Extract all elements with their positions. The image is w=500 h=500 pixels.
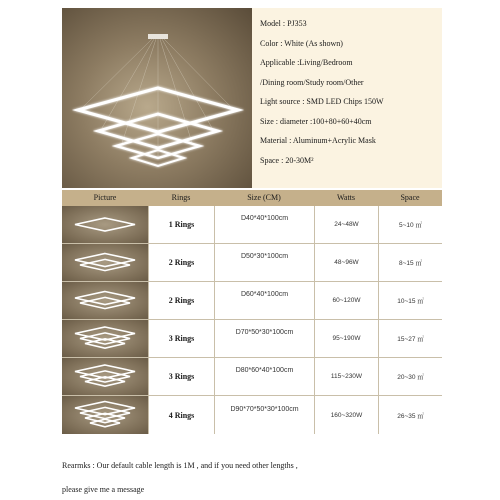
variant-space: 8~15 ㎡ [378,244,442,281]
spec-space: Space : 20-30M² [260,155,314,165]
ring-thumbnail-icon [62,320,148,357]
variant-size-text: D90*70*50*30*100cm [230,405,299,413]
variant-space: 10~15 ㎡ [378,282,442,319]
variant-space: 15~27 ㎡ [378,320,442,357]
suspension-wires [82,39,232,158]
ring-thumbnail-icon [62,397,148,434]
ring-thumbnail-icon [62,244,148,281]
variant-size [214,244,314,281]
ring-shape [80,259,130,270]
product-photo [62,8,252,188]
ring-shape [75,218,135,231]
spec-applicable: Applicable :Living/Bedroom [260,58,353,67]
variant-rings: 2 Rings [148,282,214,319]
variant-size [214,396,314,434]
header-space: Space [400,193,420,202]
variant-size-text: D40*40*100cm [240,215,289,222]
remark-line-1: Rearmks : Our default cable length is 1M , and if you need other lengths , [62,461,298,470]
variant-size [214,358,314,395]
variant-watts: 115~230W [314,358,378,395]
variant-size [214,206,314,243]
variant-space: 20~30 ㎡ [378,358,442,395]
variant-picture [62,244,148,281]
variant-size [214,282,314,319]
variant-rings: 2 Rings [148,244,214,281]
variant-rings: 3 Rings [148,358,214,395]
remark-line-2: please give me a message [62,485,145,494]
table-row [62,396,442,434]
variant-watts: 95~190W [314,320,378,357]
table-row [62,282,442,320]
table-row [62,206,442,244]
table-row [62,320,442,358]
variant-picture [62,320,148,357]
variant-size-text: D80*60*40*100cm [235,367,294,374]
ceiling-canopy [148,34,168,39]
header-watts: Watts [336,193,356,202]
variant-table [62,190,442,434]
table-header [62,190,442,206]
variant-space: 5~10 ㎡ [378,206,442,243]
variant-picture [62,282,148,319]
variant-watts: 48~96W [314,244,378,281]
spec-color: Color : White (As shown) [260,38,343,48]
ring-thumbnail-icon [62,358,148,395]
variant-size-text: D50*30*100cm [240,253,289,260]
variant-picture [62,396,148,434]
variant-watts: 24~48W [314,206,378,243]
variant-watts: 60~120W [314,282,378,319]
header-size: Size (CM) [247,193,281,202]
header-rings: Rings [171,193,191,202]
ring-shape [80,297,130,308]
variant-rings: 1 Rings [148,206,214,243]
variant-picture [62,206,148,243]
header-picture: Picture [93,193,117,202]
variant-size-text: D70*50*30*100cm [235,329,294,336]
variant-rings: 3 Rings [148,320,214,357]
variant-space: 26~35 ㎡ [378,396,442,434]
variant-size [214,320,314,357]
spec-size: Size : diameter :100+80+60+40cm [260,116,372,126]
spec-material: Material : Aluminum+Acrylic Mask [260,136,376,145]
ring-thumbnail-icon [62,206,148,243]
spec-applicable-rooms: /Dining room/Study room/Other [260,77,364,87]
spec-light-source: Light source : SMD LED Chips 150W [260,97,384,106]
spec-panel [252,8,442,188]
spec-model: Model : PJ353 [260,19,307,28]
variant-size-text: D60*40*100cm [240,291,289,298]
table-row [62,358,442,396]
variant-rings: 4 Rings [148,396,214,434]
variant-picture [62,358,148,395]
table-row [62,244,442,282]
product-overview [62,8,442,188]
variant-watts: 160~320W [314,396,378,434]
ring-thumbnail-icon [62,282,148,319]
chandelier-illustration [62,8,252,188]
